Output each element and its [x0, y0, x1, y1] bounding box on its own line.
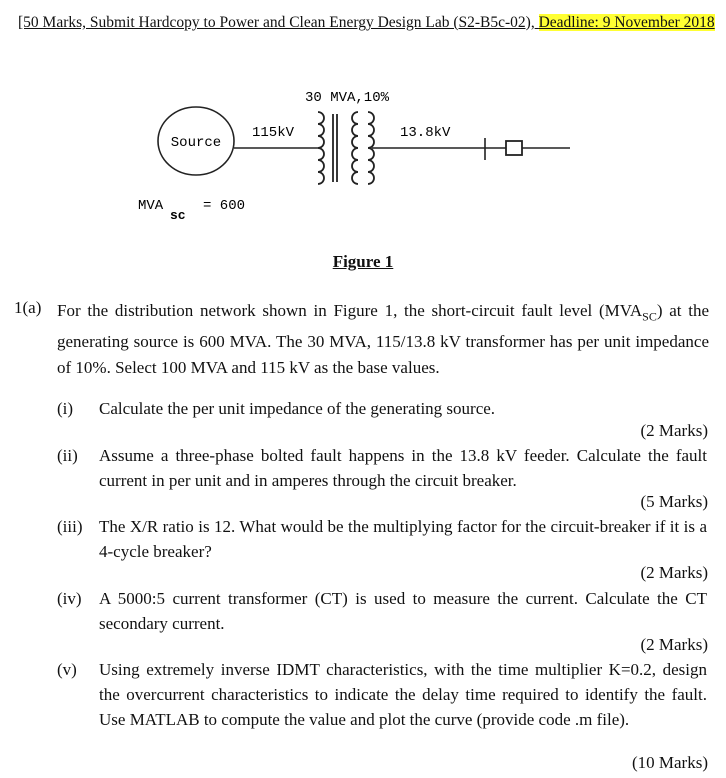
one-line-diagram	[130, 78, 600, 228]
question-intro: For the distribution network shown in Figure 1, the short-circuit fault level $(MVA_{SC})$ at the generating source is 600 MVA. The 30 MVA, 115/13.8 kV transformer has per unit impedance of 10%. Select 100 MVA and 115 kV as the base values.	[57, 301, 709, 378]
part-number: (i)	[57, 399, 74, 418]
mva-value: = 600	[203, 198, 246, 214]
part-iv-marks: (2 Marks)	[640, 635, 708, 654]
figure-1-diagram	[130, 78, 600, 228]
part-v	[57, 657, 709, 757]
part-v-marks: (10 Marks)	[631, 753, 708, 772]
part-text: Calculate the per unit impedance of the generating source.	[99, 399, 496, 418]
part-text: Using extremely inverse IDMT characteristics, with the time multiplier K=0.2, design the overcurrent characteristics to indicate the delay time required to identify the fault. Use MATLAB to compute the value and plot the curve (provide code .m file).	[99, 660, 707, 729]
circuit-breaker	[506, 141, 522, 155]
transformer-symbol	[318, 112, 374, 184]
part-text: Assume a three-phase bolted fault happens in the 13.8 kV feeder. Calculate the fault current in per unit and in amperes through the circuit breaker.	[99, 446, 707, 490]
part-number: (iii)	[57, 517, 83, 536]
part-number: (ii)	[57, 446, 78, 465]
question-label: 1(a)	[14, 298, 42, 317]
header-text: [50 Marks, Submit Hardcopy to Power and Clean Energy Design Lab (S2-B5c-02),	[18, 14, 535, 31]
part-text: The X/R ratio is 12. What would be the multiplying factor for the circuit-breaker if it is a 4-cycle breaker?	[99, 517, 707, 561]
deadline-highlight: Deadline: 9 November 2018	[538, 14, 715, 31]
intro-subscript: SC	[642, 309, 657, 324]
part-i	[57, 396, 709, 422]
figure-caption: Figure 1	[332, 252, 394, 271]
part-number: (iv)	[57, 589, 82, 608]
source-label: Source	[170, 135, 222, 151]
part-iii-marks: (2 Marks)	[640, 563, 708, 582]
part-iii	[57, 514, 709, 564]
part-text: A 5000:5 current transformer (CT) is used to measure the current. Calculate the CT secondary current.	[99, 589, 707, 633]
header	[18, 14, 715, 32]
part-ii	[57, 443, 709, 493]
mva-label: MVA	[138, 198, 164, 214]
lv-label: 13.8kV	[400, 125, 451, 141]
hv-label: 115kV	[252, 125, 295, 141]
part-number: (v)	[57, 660, 77, 679]
transformer-rating: 30 MVA,10%	[305, 90, 390, 106]
part-i-marks: (2 Marks)	[640, 421, 708, 440]
part-ii-marks: (5 Marks)	[640, 492, 708, 511]
part-iv	[57, 586, 709, 636]
mva-subscript: sc	[170, 208, 186, 223]
